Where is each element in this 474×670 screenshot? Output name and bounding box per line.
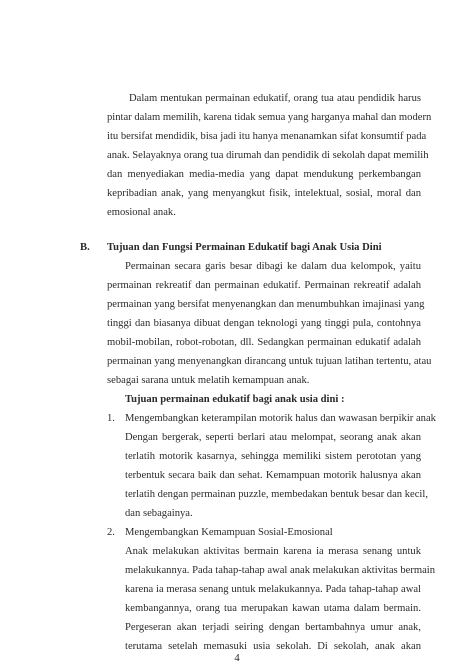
list-item-line: terlatih motorik kasarnya, sehingga memiliki sistem perototan yang bbox=[125, 451, 421, 462]
section-marker: B. bbox=[80, 242, 90, 253]
list-item-line: Pergeseran akan terjadi seiring dengan bertambahnya umur anak, bbox=[125, 622, 421, 633]
list-item-line: kembangannya, orang tua merupakan kawan utama dalam bermain. bbox=[125, 603, 421, 614]
list-item-heading: Mengembangkan Kemampuan Sosial-Emosional bbox=[125, 527, 333, 538]
list-item-line: Anak melakukan aktivitas bermain karena ia merasa senang untuk bbox=[125, 546, 421, 557]
list-item-heading: Mengembangkan keterampilan motorik halus dan wawasan berpikir anak bbox=[125, 413, 436, 424]
section-title: Tujuan dan Fungsi Permainan Edukatif bagi Anak Usia Dini bbox=[107, 242, 382, 253]
intro-line: kepribadian anak, yang menyangkut fisik, intelektual, sosial, moral dan bbox=[107, 188, 421, 199]
section-line: permainan rekreatif dan permainan edukatif. Permainan rekreatif adalah bbox=[107, 280, 421, 291]
list-item-line: karena ia merasa senang untuk melakukannya. Pada tahap-tahap awal bbox=[125, 584, 421, 595]
intro-line: dan menyediakan media-media yang dapat mendukung perkembangan bbox=[107, 169, 421, 180]
list-item-line: terbentuk secara baik dan sehat. Kemampuan motorik halusnya akan bbox=[125, 470, 421, 481]
list-item-line: dan sebagainya. bbox=[125, 508, 193, 519]
intro-line: anak. Selayaknya orang tua dirumah dan pendidik di sekolah dapat memilih bbox=[107, 150, 429, 161]
section-line: permainan yang bersifat menyenangkan dan menumbuhkan imajinasi yang bbox=[107, 299, 425, 310]
subheading: Tujuan permainan edukatif bagi anak usia dini : bbox=[125, 394, 345, 405]
section-line: tinggi dan biasanya dibuat dengan teknologi yang tinggi pula, contohnya bbox=[107, 318, 421, 329]
list-item-line: melakukannya. Pada tahap-tahap awal anak melakukan aktivitas bermain bbox=[125, 565, 436, 576]
list-item-number: 2. bbox=[107, 527, 115, 538]
section-line: permainan yang menyenangkan dirancang untuk tujuan latihan tertentu, atau bbox=[107, 356, 432, 367]
intro-line: emosional anak. bbox=[107, 207, 176, 218]
intro-line: pintar dalam memilih, karena tidak semua yang harganya mahal dan modern bbox=[107, 112, 432, 123]
list-item-number: 1. bbox=[107, 413, 115, 424]
section-line: mobil-mobilan, robot-robotan, dll. Sedangkan permainan edukatif adalah bbox=[107, 337, 421, 348]
list-item-line: Dengan bergerak, seperti berlari atau melompat, seorang anak akan bbox=[125, 432, 421, 443]
list-item-line: terutama setelah memasuki usia sekolah. Di sekolah, anak akan bbox=[125, 641, 421, 652]
intro-line: itu bersifat mendidik, bisa jadi itu hanya menanamkan sifat konsumtif pada bbox=[107, 131, 427, 142]
list-item-line: terlatih dengan permainan puzzle, membedakan bentuk besar dan kecil, bbox=[125, 489, 428, 500]
section-line: sebagai sarana untuk melatih kemampuan anak. bbox=[107, 375, 310, 386]
page-number: 4 bbox=[234, 652, 240, 664]
intro-line: Dalam mentukan permainan edukatif, orang tua atau pendidik harus bbox=[129, 93, 421, 104]
section-line: Permainan secara garis besar dibagi ke dalam dua kelompok, yaitu bbox=[125, 261, 421, 272]
